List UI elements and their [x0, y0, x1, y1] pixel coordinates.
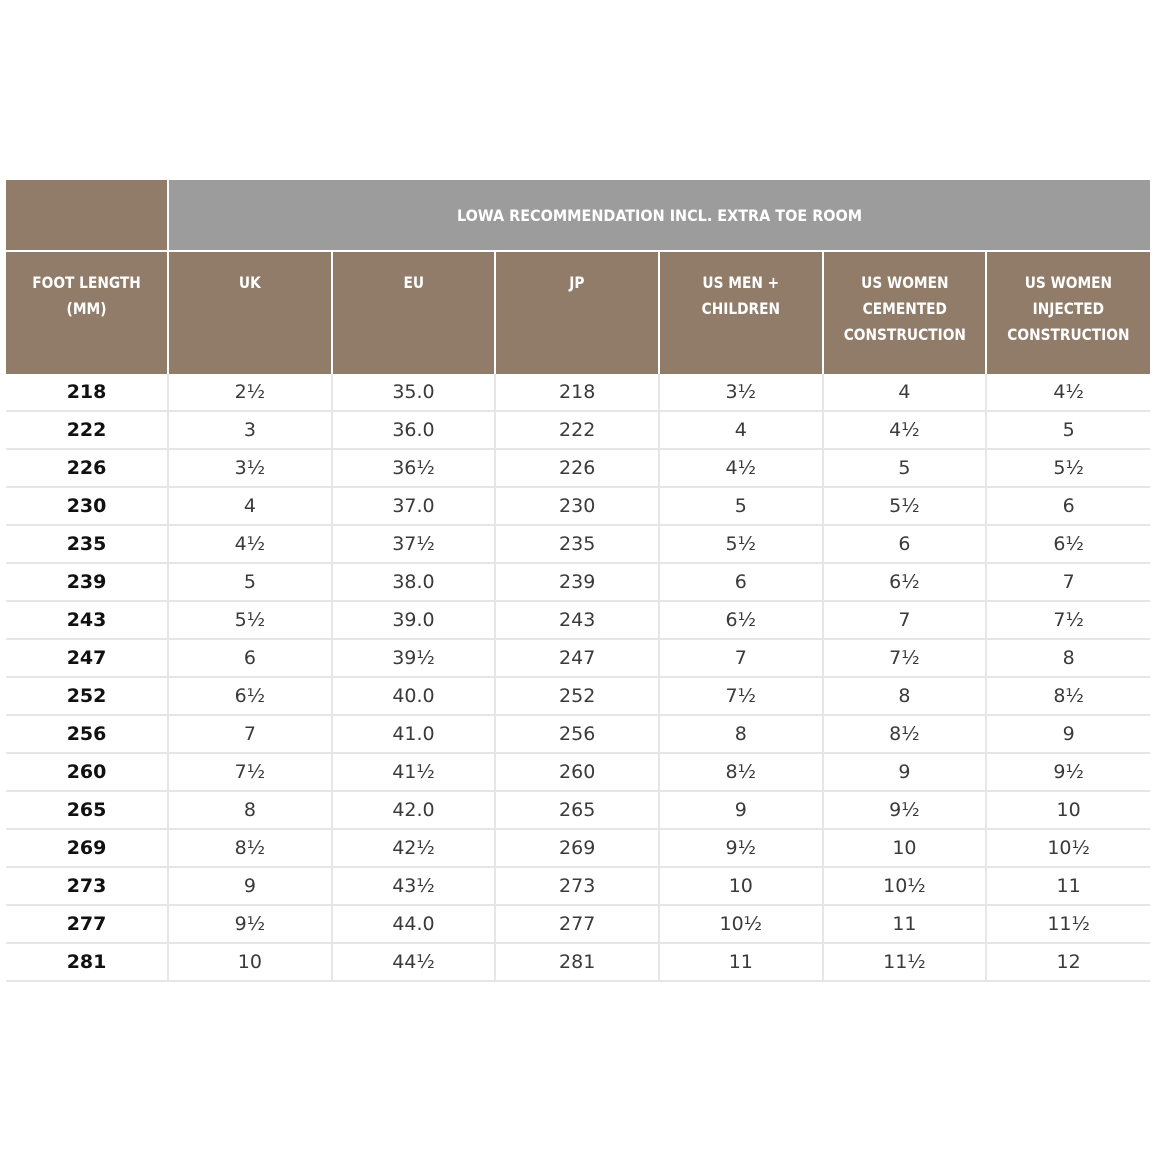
us-women-cemented-cell: 9½	[823, 791, 987, 829]
us-women-injected-cell: 6	[986, 487, 1150, 525]
uk-cell: 4	[168, 487, 332, 525]
group-header: LOWA RECOMMENDATION INCL. EXTRA TOE ROOM	[168, 180, 1150, 251]
uk-cell: 7½	[168, 753, 332, 791]
column-header-eu	[332, 251, 496, 374]
foot-length-cell: 277	[6, 905, 168, 943]
table-row	[6, 374, 1150, 411]
eu-cell: 39½	[332, 639, 496, 677]
us-women-cemented-cell: 4½	[823, 411, 987, 449]
jp-cell: 265	[495, 791, 659, 829]
table-row	[6, 411, 1150, 449]
foot-length-cell: 260	[6, 753, 168, 791]
eu-cell: 35.0	[332, 374, 496, 411]
foot-length-cell: 281	[6, 943, 168, 981]
uk-cell: 4½	[168, 525, 332, 563]
eu-cell: 41.0	[332, 715, 496, 753]
us-women-cemented-cell: 11½	[823, 943, 987, 981]
uk-cell: 9	[168, 867, 332, 905]
uk-cell: 6½	[168, 677, 332, 715]
column-header-label: FOOT LENGTH (MM)	[32, 273, 141, 318]
eu-cell: 41½	[332, 753, 496, 791]
eu-cell: 37.0	[332, 487, 496, 525]
us-women-injected-cell: 9½	[986, 753, 1150, 791]
table-row	[6, 525, 1150, 563]
us-men-children-cell: 6	[659, 563, 823, 601]
us-women-injected-cell: 9	[986, 715, 1150, 753]
eu-cell: 42.0	[332, 791, 496, 829]
us-women-cemented-cell: 4	[823, 374, 987, 411]
table-row	[6, 715, 1150, 753]
jp-cell: 281	[495, 943, 659, 981]
jp-cell: 273	[495, 867, 659, 905]
us-women-injected-cell: 6½	[986, 525, 1150, 563]
us-men-children-cell: 3½	[659, 374, 823, 411]
jp-cell: 256	[495, 715, 659, 753]
us-women-cemented-cell: 5½	[823, 487, 987, 525]
table-row	[6, 449, 1150, 487]
table-body	[6, 374, 1150, 981]
jp-cell: 243	[495, 601, 659, 639]
us-men-children-cell: 6½	[659, 601, 823, 639]
us-women-injected-cell: 11	[986, 867, 1150, 905]
eu-cell: 43½	[332, 867, 496, 905]
column-header-us-women-cemented	[823, 251, 987, 374]
table-row	[6, 943, 1150, 981]
foot-length-cell: 247	[6, 639, 168, 677]
table-row	[6, 639, 1150, 677]
us-women-injected-cell: 5½	[986, 449, 1150, 487]
us-women-cemented-cell: 7	[823, 601, 987, 639]
eu-cell: 44½	[332, 943, 496, 981]
foot-length-cell: 222	[6, 411, 168, 449]
foot-length-cell: 273	[6, 867, 168, 905]
us-men-children-cell: 4½	[659, 449, 823, 487]
foot-length-cell: 230	[6, 487, 168, 525]
jp-cell: 247	[495, 639, 659, 677]
us-women-cemented-cell: 9	[823, 753, 987, 791]
table-row	[6, 905, 1150, 943]
size-chart-table	[6, 180, 1150, 982]
foot-length-cell: 239	[6, 563, 168, 601]
jp-cell: 252	[495, 677, 659, 715]
us-women-cemented-cell: 6½	[823, 563, 987, 601]
column-header-label: US MEN + CHILDREN	[701, 273, 781, 318]
jp-cell: 226	[495, 449, 659, 487]
jp-cell: 277	[495, 905, 659, 943]
us-men-children-cell: 4	[659, 411, 823, 449]
us-women-cemented-cell: 11	[823, 905, 987, 943]
us-women-injected-cell: 5	[986, 411, 1150, 449]
uk-cell: 6	[168, 639, 332, 677]
foot-length-cell: 252	[6, 677, 168, 715]
uk-cell: 10	[168, 943, 332, 981]
eu-cell: 42½	[332, 829, 496, 867]
table-row	[6, 829, 1150, 867]
group-header-row	[6, 180, 1150, 251]
eu-cell: 37½	[332, 525, 496, 563]
column-header-uk	[168, 251, 332, 374]
column-header-jp	[495, 251, 659, 374]
us-women-cemented-cell: 10½	[823, 867, 987, 905]
table-row	[6, 791, 1150, 829]
foot-length-cell: 265	[6, 791, 168, 829]
jp-cell: 235	[495, 525, 659, 563]
us-women-cemented-cell: 6	[823, 525, 987, 563]
column-header-label: EU	[403, 273, 424, 292]
foot-length-cell: 269	[6, 829, 168, 867]
us-women-injected-cell: 10	[986, 791, 1150, 829]
table-row	[6, 487, 1150, 525]
foot-length-cell: 243	[6, 601, 168, 639]
us-women-injected-cell: 8½	[986, 677, 1150, 715]
foot-length-cell: 226	[6, 449, 168, 487]
table-row	[6, 867, 1150, 905]
column-header-label: US WOMEN INJECTED CONSTRUCTION	[1007, 273, 1130, 344]
us-men-children-cell: 9	[659, 791, 823, 829]
us-men-children-cell: 5½	[659, 525, 823, 563]
us-men-children-cell: 10½	[659, 905, 823, 943]
us-men-children-cell: 5	[659, 487, 823, 525]
table-row	[6, 563, 1150, 601]
column-header-label: UK	[238, 273, 261, 292]
column-header-label: JP	[569, 273, 585, 292]
us-women-injected-cell: 10½	[986, 829, 1150, 867]
eu-cell: 44.0	[332, 905, 496, 943]
uk-cell: 8½	[168, 829, 332, 867]
us-women-injected-cell: 7	[986, 563, 1150, 601]
table-row	[6, 601, 1150, 639]
us-men-children-cell: 7½	[659, 677, 823, 715]
us-women-cemented-cell: 5	[823, 449, 987, 487]
eu-cell: 36½	[332, 449, 496, 487]
us-women-injected-cell: 11½	[986, 905, 1150, 943]
table-row	[6, 677, 1150, 715]
uk-cell: 2½	[168, 374, 332, 411]
column-header-us-women-injected	[986, 251, 1150, 374]
column-header-label: US WOMEN CEMENTED CONSTRUCTION	[843, 273, 966, 344]
us-women-injected-cell: 4½	[986, 374, 1150, 411]
table-header	[6, 180, 1150, 374]
us-women-cemented-cell: 8½	[823, 715, 987, 753]
us-women-injected-cell: 8	[986, 639, 1150, 677]
jp-cell: 260	[495, 753, 659, 791]
uk-cell: 3	[168, 411, 332, 449]
us-men-children-cell: 8½	[659, 753, 823, 791]
us-men-children-cell: 10	[659, 867, 823, 905]
jp-cell: 269	[495, 829, 659, 867]
jp-cell: 239	[495, 563, 659, 601]
uk-cell: 3½	[168, 449, 332, 487]
uk-cell: 8	[168, 791, 332, 829]
eu-cell: 40.0	[332, 677, 496, 715]
us-women-injected-cell: 12	[986, 943, 1150, 981]
uk-cell: 7	[168, 715, 332, 753]
us-men-children-cell: 7	[659, 639, 823, 677]
uk-cell: 5	[168, 563, 332, 601]
corner-cell	[6, 180, 168, 251]
foot-length-cell: 256	[6, 715, 168, 753]
us-men-children-cell: 9½	[659, 829, 823, 867]
eu-cell: 36.0	[332, 411, 496, 449]
us-women-injected-cell: 7½	[986, 601, 1150, 639]
foot-length-cell: 235	[6, 525, 168, 563]
us-men-children-cell: 8	[659, 715, 823, 753]
us-women-cemented-cell: 7½	[823, 639, 987, 677]
uk-cell: 5½	[168, 601, 332, 639]
column-header-us-men-children	[659, 251, 823, 374]
eu-cell: 39.0	[332, 601, 496, 639]
uk-cell: 9½	[168, 905, 332, 943]
us-women-cemented-cell: 10	[823, 829, 987, 867]
jp-cell: 218	[495, 374, 659, 411]
table-row	[6, 753, 1150, 791]
foot-length-cell: 218	[6, 374, 168, 411]
us-women-cemented-cell: 8	[823, 677, 987, 715]
us-men-children-cell: 11	[659, 943, 823, 981]
jp-cell: 230	[495, 487, 659, 525]
jp-cell: 222	[495, 411, 659, 449]
eu-cell: 38.0	[332, 563, 496, 601]
column-header-foot-length	[6, 251, 168, 374]
column-header-row	[6, 251, 1150, 374]
